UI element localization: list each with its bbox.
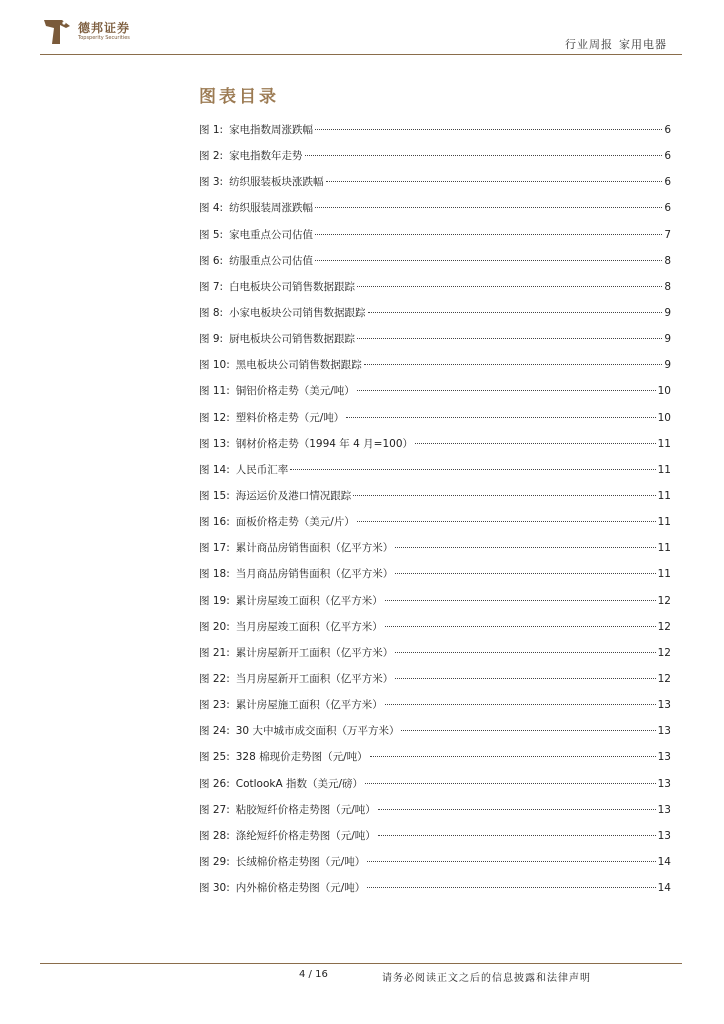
toc-entry-label — [199, 875, 365, 901]
toc-entry-label — [199, 457, 288, 483]
table-of-figures — [199, 117, 671, 901]
toc-entry[interactable] — [199, 509, 671, 535]
toc-entry-page: 13 — [657, 777, 671, 790]
toc-entry-text: 328 棉现价走势图（元/吨） — [235, 751, 368, 764]
toc-entry[interactable] — [199, 405, 671, 431]
toc-entry[interactable] — [199, 561, 671, 587]
toc-entry-page: 6 — [664, 202, 671, 215]
toc-entry[interactable] — [199, 326, 671, 352]
toc-dot-leader — [385, 626, 656, 627]
toc-entry[interactable] — [199, 640, 671, 666]
toc-entry-label — [199, 614, 383, 640]
toc-entry-text: 30 大中城市成交面积（万平方米） — [235, 725, 400, 738]
toc-entry[interactable] — [199, 248, 671, 274]
toc-dot-leader — [385, 600, 656, 601]
toc-entry[interactable] — [199, 169, 671, 195]
toc-dot-leader — [368, 312, 663, 313]
toc-entry[interactable] — [199, 535, 671, 561]
toc-entry-page: 13 — [657, 725, 671, 738]
toc-entry-page: 11 — [657, 489, 671, 502]
toc-entry-label — [199, 849, 365, 875]
brand-name-en: Topsperity Securities — [78, 34, 130, 41]
toc-entry[interactable] — [199, 352, 671, 378]
toc-dot-leader — [395, 547, 655, 548]
toc-entry-number: 图 9: — [199, 333, 224, 346]
toc-entry[interactable] — [199, 744, 671, 770]
toc-entry[interactable] — [199, 692, 671, 718]
toc-entry-number: 图 26: — [199, 777, 230, 790]
toc-entry-text: 小家电板块公司销售数据跟踪 — [229, 306, 366, 319]
toc-entry-page: 6 — [664, 150, 671, 163]
toc-entry-number: 图 12: — [199, 411, 230, 424]
toc-entry-label — [199, 483, 351, 509]
toc-entry-number: 图 27: — [199, 803, 230, 816]
toc-entry-text: 人民币汇率 — [235, 463, 289, 476]
toc-entry-number: 图 30: — [199, 882, 230, 895]
toc-dot-leader — [315, 207, 662, 208]
brand-logo-icon — [40, 14, 74, 48]
toc-entry-text: 累计房屋竣工面积（亿平方米） — [235, 594, 383, 607]
toc-entry[interactable] — [199, 849, 671, 875]
page-indicator: 4 / 16 — [299, 969, 328, 980]
toc-entry-page: 10 — [657, 411, 671, 424]
toc-entry-text: 厨电板块公司销售数据跟踪 — [229, 333, 356, 346]
toc-entry-number: 图 25: — [199, 751, 230, 764]
toc-entry-label — [199, 143, 303, 169]
legal-disclaimer: 请务必阅读正文之后的信息披露和法律声明 — [382, 973, 591, 984]
report-category — [565, 36, 667, 52]
toc-entry-text: 纺服重点公司估值 — [229, 254, 314, 267]
toc-entry-number: 图 3: — [199, 176, 224, 189]
toc-entry-label — [199, 640, 393, 666]
brand-logo — [40, 14, 130, 48]
toc-entry-number: 图 15: — [199, 489, 230, 502]
toc-entry-text: 家电重点公司估值 — [229, 228, 314, 241]
toc-entry[interactable] — [199, 457, 671, 483]
toc-dot-leader — [378, 835, 656, 836]
toc-entry-page: 12 — [657, 646, 671, 659]
toc-entry-label — [199, 352, 362, 378]
toc-entry-number: 图 22: — [199, 672, 230, 685]
toc-entry-label — [199, 405, 344, 431]
toc-entry-label — [199, 222, 313, 248]
toc-entry-text: CotlookA 指数（美元/磅） — [235, 777, 364, 790]
footer-divider — [40, 963, 682, 964]
toc-entry-text: 当月房屋新开工面积（亿平方米） — [235, 672, 394, 685]
toc-entry[interactable] — [199, 797, 671, 823]
toc-dot-leader — [395, 678, 655, 679]
toc-entry-label — [199, 771, 363, 797]
toc-entry-text: 累计房屋施工面积（亿平方米） — [235, 699, 383, 712]
toc-dot-leader — [326, 181, 663, 182]
toc-entry[interactable] — [199, 378, 671, 404]
toc-entry[interactable] — [199, 875, 671, 901]
toc-entry-page: 11 — [657, 568, 671, 581]
toc-entry-label — [199, 248, 313, 274]
toc-dot-leader — [315, 234, 662, 235]
toc-entry-label — [199, 509, 355, 535]
toc-entry-page: 12 — [657, 594, 671, 607]
toc-entry-text: 家电指数年走势 — [229, 150, 303, 163]
toc-entry-text: 长绒棉价格走势图（元/吨） — [235, 855, 366, 868]
toc-entry-text: 累计房屋新开工面积（亿平方米） — [235, 646, 394, 659]
toc-entry-number: 图 1: — [199, 124, 224, 136]
toc-entry-page: 8 — [664, 254, 671, 267]
toc-entry-label — [199, 797, 376, 823]
toc-entry-text: 粘胶短纤价格走势图（元/吨） — [235, 803, 376, 816]
toc-entry-page: 12 — [657, 672, 671, 685]
toc-entry-page: 13 — [657, 829, 671, 842]
toc-entry[interactable] — [199, 117, 671, 143]
toc-dot-leader — [290, 469, 655, 470]
toc-entry-text: 塑料价格走势（元/吨） — [235, 411, 345, 424]
toc-entry[interactable] — [199, 274, 671, 300]
toc-dot-leader — [364, 364, 663, 365]
toc-dot-leader — [357, 338, 662, 339]
toc-entry-label — [199, 326, 355, 352]
toc-entry[interactable] — [199, 588, 671, 614]
toc-entry-page: 10 — [657, 385, 671, 398]
toc-entry-number: 图 4: — [199, 202, 224, 215]
toc-entry-label — [199, 666, 393, 692]
toc-dot-leader — [315, 260, 662, 261]
toc-entry-page: 13 — [657, 751, 671, 764]
toc-entry[interactable] — [199, 431, 671, 457]
toc-entry-number: 图 20: — [199, 620, 230, 633]
toc-entry-number: 图 18: — [199, 568, 230, 581]
toc-entry-number: 图 19: — [199, 594, 230, 607]
toc-entry-text: 钢材价格走势（1994 年 4 月=100） — [235, 437, 414, 450]
toc-entry-page: 11 — [657, 516, 671, 529]
toc-entry-number: 图 11: — [199, 385, 230, 398]
toc-entry-number: 图 8: — [199, 306, 224, 319]
toc-entry-page: 13 — [657, 699, 671, 712]
toc-dot-leader — [365, 783, 656, 784]
toc-entry-text: 纺织服装周涨跌幅 — [229, 202, 314, 215]
toc-entry-number: 图 29: — [199, 855, 230, 868]
toc-entry[interactable] — [199, 823, 671, 849]
toc-entry-label — [199, 692, 383, 718]
toc-entry-number: 图 17: — [199, 542, 230, 555]
toc-entry[interactable] — [199, 143, 671, 169]
toc-entry-page: 9 — [664, 333, 671, 346]
toc-entry-label — [199, 431, 413, 457]
toc-entry-number: 图 13: — [199, 437, 230, 450]
toc-entry[interactable] — [199, 666, 671, 692]
toc-entry-text: 海运运价及港口情况跟踪 — [235, 489, 352, 502]
toc-entry-text: 铜铝价格走势（美元/吨） — [235, 385, 355, 398]
industry-name: 家用电器 — [619, 38, 667, 51]
toc-entry-number: 图 28: — [199, 829, 230, 842]
toc-entry-page: 9 — [664, 306, 671, 319]
toc-entry-text: 纺织服装板块涨跌幅 — [229, 176, 324, 189]
toc-entry-label — [199, 823, 376, 849]
toc-dot-leader — [367, 861, 655, 862]
toc-entry-page: 9 — [664, 359, 671, 372]
toc-entry-label — [199, 744, 368, 770]
toc-entry-page: 11 — [657, 437, 671, 450]
toc-dot-leader — [305, 155, 663, 156]
toc-entry-label — [199, 535, 393, 561]
toc-entry-text: 累计商品房销售面积（亿平方米） — [235, 542, 394, 555]
toc-entry-page: 12 — [657, 620, 671, 633]
toc-entry-number: 图 5: — [199, 228, 224, 241]
toc-entry[interactable] — [199, 222, 671, 248]
toc-dot-leader — [415, 443, 656, 444]
toc-entry-page: 13 — [657, 803, 671, 816]
toc-entry-label — [199, 117, 313, 143]
toc-entry[interactable] — [199, 195, 671, 221]
toc-dot-leader — [395, 652, 655, 653]
toc-dot-leader — [367, 887, 655, 888]
toc-entry-page: 11 — [657, 542, 671, 555]
toc-entry-page: 8 — [664, 280, 671, 293]
toc-entry-text: 面板价格走势（美元/片） — [235, 516, 355, 529]
toc-entry-text: 涤纶短纤价格走势图（元/吨） — [235, 829, 376, 842]
toc-entry-text: 白电板块公司销售数据跟踪 — [229, 280, 356, 293]
toc-entry-number: 图 2: — [199, 150, 224, 163]
toc-entry-label — [199, 588, 383, 614]
toc-entry[interactable] — [199, 483, 671, 509]
toc-entry-label — [199, 561, 393, 587]
toc-entry-number: 图 7: — [199, 280, 224, 293]
toc-entry-page: 6 — [664, 176, 671, 189]
toc-entry[interactable] — [199, 771, 671, 797]
toc-entry[interactable] — [199, 614, 671, 640]
toc-dot-leader — [370, 756, 656, 757]
brand-name-cn: 德邦证券 — [78, 20, 131, 35]
toc-entry-label — [199, 169, 324, 195]
toc-entry-text: 当月房屋竣工面积（亿平方米） — [235, 620, 383, 633]
toc-dot-leader — [357, 286, 662, 287]
header-divider — [40, 54, 682, 55]
toc-entry-number: 图 14: — [199, 463, 230, 476]
page-header — [0, 0, 724, 60]
toc-dot-leader — [357, 390, 656, 391]
toc-entry-number: 图 16: — [199, 516, 230, 529]
toc-entry-label — [199, 274, 355, 300]
toc-entry-page: 14 — [657, 882, 671, 895]
toc-dot-leader — [353, 495, 655, 496]
toc-entry-page: 11 — [657, 463, 671, 476]
toc-entry-page: 6 — [664, 124, 671, 136]
toc-entry-text: 当月商品房销售面积（亿平方米） — [235, 568, 394, 581]
toc-entry-label — [199, 195, 313, 221]
toc-entry-text: 黑电板块公司销售数据跟踪 — [235, 359, 362, 372]
toc-dot-leader — [315, 129, 662, 130]
toc-dot-leader — [385, 704, 656, 705]
toc-entry-number: 图 24: — [199, 725, 230, 738]
toc-entry[interactable] — [199, 718, 671, 744]
toc-entry-number: 图 10: — [199, 359, 230, 372]
toc-dot-leader — [346, 417, 655, 418]
toc-dot-leader — [401, 730, 655, 731]
report-type: 行业周报 — [565, 38, 613, 51]
toc-entry-number: 图 6: — [199, 254, 224, 267]
toc-entry-text: 家电指数周涨跌幅 — [229, 124, 314, 136]
toc-entry-page: 14 — [657, 855, 671, 868]
toc-dot-leader — [395, 573, 655, 574]
toc-entry-page: 7 — [664, 228, 671, 241]
toc-dot-leader — [378, 809, 656, 810]
toc-entry-text: 内外棉价格走势图（元/吨） — [235, 882, 366, 895]
toc-entry-number: 图 21: — [199, 646, 230, 659]
toc-entry-label — [199, 718, 399, 744]
toc-entry-label — [199, 378, 355, 404]
toc-entry-label — [199, 300, 366, 326]
toc-entry-number: 图 23: — [199, 699, 230, 712]
toc-dot-leader — [357, 521, 656, 522]
toc-title: 图表目录 — [199, 87, 279, 107]
toc-entry[interactable] — [199, 300, 671, 326]
